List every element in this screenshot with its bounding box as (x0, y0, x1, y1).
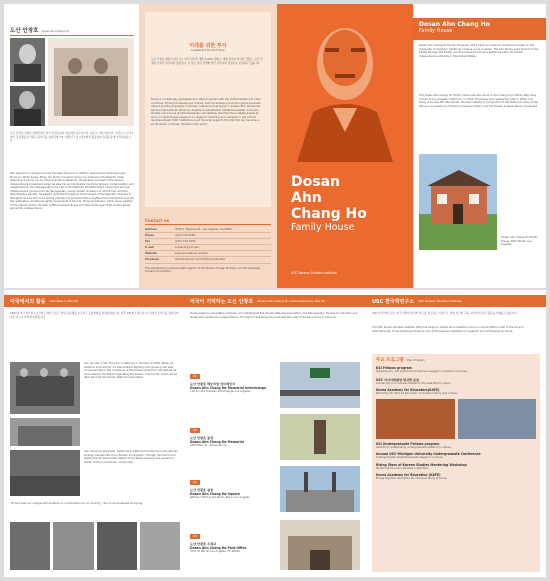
activities-english-para1: Ahn arrived in San Francisco, California in October of 1902. When he visited a local school, he saw Koreans fighting over ginseng and was concerned about the conditions of the Korean American immigrants he encountered. He began organizing the Korean community, which would later become the Korean National Association. (84, 362, 178, 379)
program-item (376, 366, 536, 374)
contact-value: (213) 740-6760 (175, 233, 196, 237)
program-item (376, 473, 536, 481)
ksi-title-ko: USC 한국학연구소 (372, 298, 415, 305)
item-title-ko: 도산 안창호 메모리얼 인터체인지 (190, 382, 236, 386)
remembered-item-1 (190, 362, 276, 394)
program-desc: Workshop for US K-12 educators on Korean history and culture. (376, 392, 458, 395)
program-photo-2 (458, 399, 537, 439)
program-title: Annual USC-Michigan University Undergraduate Conference (376, 452, 481, 456)
contact-website-link[interactable]: www.dornsife.usc.edu/ksi (175, 252, 208, 256)
portrait-photo-1 (10, 38, 45, 82)
portrait-photo-2 (10, 86, 45, 126)
strip-photo-1 (10, 522, 50, 570)
item-number: 03 (190, 480, 200, 485)
cover-title-line3: Chang Ho (291, 206, 367, 222)
section-remembered (184, 290, 366, 577)
cover-title (291, 174, 367, 234)
section-header (10, 26, 134, 36)
family-house-photo (419, 154, 497, 250)
ksi-title-bar (366, 295, 546, 307)
contact-row-facebook (145, 257, 271, 263)
investment-english-text: Korea is increasingly globalized and interconnected with the United States and other countries. Through business and culture, such as Samsung and LG's global business impact and the popularity of Korean culture such as K-pop or Korean film, Korea has gained international influence. Already an established intellectual leader in Korean studies and a locus of interdisciplinary scholarship, the USC KSI is ideally poised to carry on what Korean research on research, teaching and outreach in the critical decades ahead. With institutional and financial support, the USC KSI can become a world leader in Korean Studies in the world. (151, 98, 262, 126)
program-title: USC 아시아태평양 한국학 포럼 (376, 377, 420, 382)
square-photo (280, 466, 360, 512)
cover-footer: USC Korean Studies Institute (291, 271, 337, 275)
programs-box (372, 354, 540, 572)
program-desc: Undergraduate students present research on Korea. (376, 456, 444, 459)
program-desc: Annual forum on Korean studies in the Asia-Pacific region. (376, 381, 452, 385)
remembered-item-2 (190, 416, 276, 448)
program-item (376, 377, 536, 386)
item-title-en: Dosan Ahn Chang Ho Post Office (190, 546, 247, 550)
family-house-caption: Dosan Ahn Chang Ho Family House, 36th Street, Los Angeles (501, 236, 538, 246)
contact-table (145, 227, 271, 264)
activities-photo-orchard (10, 450, 80, 496)
item-number: 02 (190, 428, 200, 433)
investment-korean-text: 도산 안창호 패밀리 하우스는 미국 남가주 대학교(USC) 캠퍼스 내에 위치한 역사적 건물로, 도산 선생의 가족이 거주하던 곳입니다. 이 집은 한미 관계와 한인 이민사의 상징으로 보존되고 있습니다. (151, 58, 263, 65)
programs-list-continued (372, 442, 540, 481)
contact-value: (213) 740-7970 (175, 239, 196, 243)
item-title-ko: 도산 안창호 동상 (190, 436, 214, 440)
item-address: Jefferson Blvd & Van Buren Place, Los Angeles (190, 496, 250, 499)
section-title-en: Dosan Ahn Chang Ho (41, 30, 70, 33)
program-desc: Mentoring for junior scholars in the field. (376, 466, 429, 470)
group-photo (48, 38, 134, 126)
item-title-en: Dosan Ahn Chang Ho Memorial (190, 440, 244, 444)
program-item (376, 442, 536, 450)
item-number: 04 (190, 534, 200, 539)
activities-korean-text: 1902년 미국 샌프란시스코에 도착한 도산은 한인 공동체를 조직하고 공립협회를 창립하였습니다. 이후 1913년 샌프란시스코에서 흥사단을 창립하여 민족 지도자 양성에 힘썼습니다. (10, 312, 179, 319)
biography-korean-text: 도산 안창호 선생은 일제강점기 한국 독립운동의 대표적인 지도자이자 교육가, 사상가입니다. 미국으로 건너가 한인 공동체를 조직하고 흥사단을 창립하였으며, 대한민국 임시정부에서 활동하며 독립운동에 헌신하였습니다. (10, 132, 134, 142)
program-title: KSI Fellows program (376, 366, 412, 370)
activities-photo-building (10, 418, 80, 446)
activities-photo-group (10, 362, 80, 414)
activities-english-para2: Ahn moved to Riverside, California in 1904 and worked as a day laborer, picking oranges like many Korean immigrants. Through hard work and leadership he earned the respect of his fellow Koreans and became a leader of the local Korean community. (84, 450, 179, 464)
interchange-photo (280, 362, 360, 408)
contact-key: Fax (145, 239, 151, 243)
brochure-inner-side (4, 290, 546, 577)
remembered-item-4 (190, 522, 276, 554)
contact-facebook-link[interactable]: www.facebook.com/USCKoreanStudies (175, 258, 226, 262)
item-title-en: Dosan Ahn Chang Ho Memorial Interchange (190, 386, 267, 390)
item-address: 3650 Main St., Riverside, CA (190, 444, 227, 447)
program-title: KSI Undergraduate Fellows program (376, 441, 440, 446)
ksi-korean-text: USC 한국학연구소는 미국 대학의 한국학 연구를 선도하는 기관으로, 학술 연구와 교육, 지역사회 봉사 활동을 수행하고 있습니다. (372, 312, 518, 315)
contact-value: 3535 S. Figueroa St., Los Angeles, CA 90007 (175, 227, 233, 231)
contact-key: Address (145, 227, 157, 231)
programs-photos (372, 399, 540, 439)
program-title: Rising Stars of Korean Studies Mentoring Workshop (376, 462, 467, 467)
strip-photo-3 (97, 522, 137, 570)
family-house-para2: The Dosan Ahn Chang Ho Family house was the home of Ahn Chang Ho's family after they moved to Los Angeles, California, in 1914. The house was restored by USC in 2004, and today it houses the USC Korean Studies Institute in recognition of the historical value of the site as a cornerstone of Korean American history and the Korean independence movement. (419, 94, 539, 108)
cover-title-line4: Family House (291, 222, 355, 233)
post-office-photo (280, 520, 360, 570)
investment-title-en: Investment for the Future (191, 49, 225, 52)
program-title: Korea Academy for Educators(KAFE) (376, 388, 440, 392)
program-desc: Supports pre- and post-doctoral fellows engaged in research on Korea. (376, 370, 468, 373)
panel-family-house (413, 4, 546, 288)
programs-title-en: Main Program (406, 359, 425, 362)
remembered-title-en: Dosan Ahn Chang Ho remembered by the US (257, 299, 325, 303)
remembered-item-3 (190, 468, 276, 500)
program-desc: Brings together educators for intensive study of Korea. (376, 477, 448, 480)
activities-quote: "To pick even an orange with sincerity is a contribution to our country," Ahn is remembered as saying. (10, 502, 143, 505)
strip-photo-4 (140, 522, 180, 570)
investment-title-ko: 미래를 위한 투자 (189, 43, 227, 49)
activities-title-bar (4, 295, 184, 307)
item-title-ko: 도산 안창호 우체국 (190, 542, 217, 546)
activities-title-en: Activities in the US (49, 299, 78, 303)
section-title-ko: 도산 안창호 (10, 28, 39, 34)
ksi-english-text: The USC Korean Studies Institute (KSI) has forged a visible and impactful voice on current affairs, both in the US and internationally. It has positioned itself as one of the premier institutes for research and scholarship on Korea. (372, 326, 524, 333)
program-item (376, 388, 536, 396)
contact-key: Phone (145, 233, 155, 237)
panel-cover (277, 4, 413, 288)
item-address: 3751 W 6th St, Los Angeles, CA 90020 (190, 550, 241, 553)
ksi-title-en: USC Korean Studies Institute (418, 299, 462, 303)
program-item (376, 463, 536, 471)
contact-key: E-mail (145, 246, 155, 250)
contact-key: Website (145, 252, 157, 256)
contact-block (145, 218, 271, 274)
item-address: I-10 & I-110 Freeway Interchange, Los Angeles (190, 390, 251, 393)
strip-photo-2 (53, 522, 93, 570)
item-title-ko: 도산 안창호 광장 (190, 488, 214, 492)
remembered-title-ko: 미국이 기억하는 도산 안창호 (190, 298, 254, 305)
panel-investment (139, 4, 277, 288)
programs-title: 주요 프로그램 (376, 358, 404, 363)
cover-title-line1: Dosan (291, 174, 340, 190)
panel-dosan-biography (4, 4, 139, 288)
section-ksi (366, 290, 546, 577)
remembered-title-bar (184, 295, 366, 307)
program-title: Korea Academy for Education (KAFE) (376, 473, 441, 477)
contact-title: Contact us (145, 218, 271, 225)
activities-title-ko: 미국에서의 활동 (10, 298, 46, 305)
family-house-title-bar (413, 18, 546, 40)
dosan-portrait-illustration (277, 12, 413, 162)
biography-english-text: Ahn was born in Kangso County Pyongan Province in 1878 in present-day South Pyongan Province, North Korea. When his family moved to Seoul, he embraced Christianity while attending a school run by Horace Grant Underwood. He became involved in the Korean independence movement when he was 19, and dedicated his life to Korea's modernization and independence. He subsequently took part in the Patriotic Enlightenment movement and led independence groups such as Heungsadan, Young Korean Academy or Sinminhoe, and the New People's Society. He helped unify the Provisional Government of the Republic of Korea in Shanghai and served as an acting premier. He promoted the enlightenment movement and led the restoration of national rights movements in the US, China and Russia, which were resisted in the imprisonment. He later suffered severe illness and died at the age of 60, before Korea gained its independence. (10, 172, 134, 210)
program-item (376, 452, 536, 460)
programs-list (372, 366, 540, 396)
item-title-en: Dosan Ahn Chang Ho Square (190, 492, 240, 496)
item-number: 01 (190, 374, 200, 379)
program-desc: Awards for outstanding undergraduate research on Korea. (376, 445, 452, 449)
memorial-statue-photo (280, 414, 360, 460)
remembered-intro: During Japan's colonization of Korea, Ahn established the Korean National Association and Heungsadan. He was an educator and leader who worked for independence. Through his teachings he promoted the unity of Koreans living in America. (190, 312, 358, 319)
contact-email-link[interactable]: koreanst@usc.edu (175, 246, 199, 250)
cover-title-line2: Ahn (291, 190, 322, 206)
family-house-title-en: Family House (419, 28, 453, 34)
programs-header (372, 354, 540, 366)
contact-key: Facebook (145, 258, 159, 262)
activities-photo-strip (10, 522, 180, 570)
contact-note: This pamphlet is produced with support of the Korean Foreign Ministry and the Overseas Koreans Foundation. (145, 266, 261, 274)
program-photo-1 (376, 399, 455, 439)
section-activities (4, 290, 184, 577)
brochure-outer-side (4, 4, 546, 288)
family-house-para1: Dosan Ahn Chang Ho Family House(ca. 1911-1931) is a historic residence located on the University of Southern California campus in Los Angeles. The Ahn family lived here from the 1930s through the 1940s, and the house served as a gathering place for Korean independence activists in the United States. (419, 44, 539, 58)
family-house-title-ko: Dosan Ahn Chang Ho (419, 21, 490, 28)
